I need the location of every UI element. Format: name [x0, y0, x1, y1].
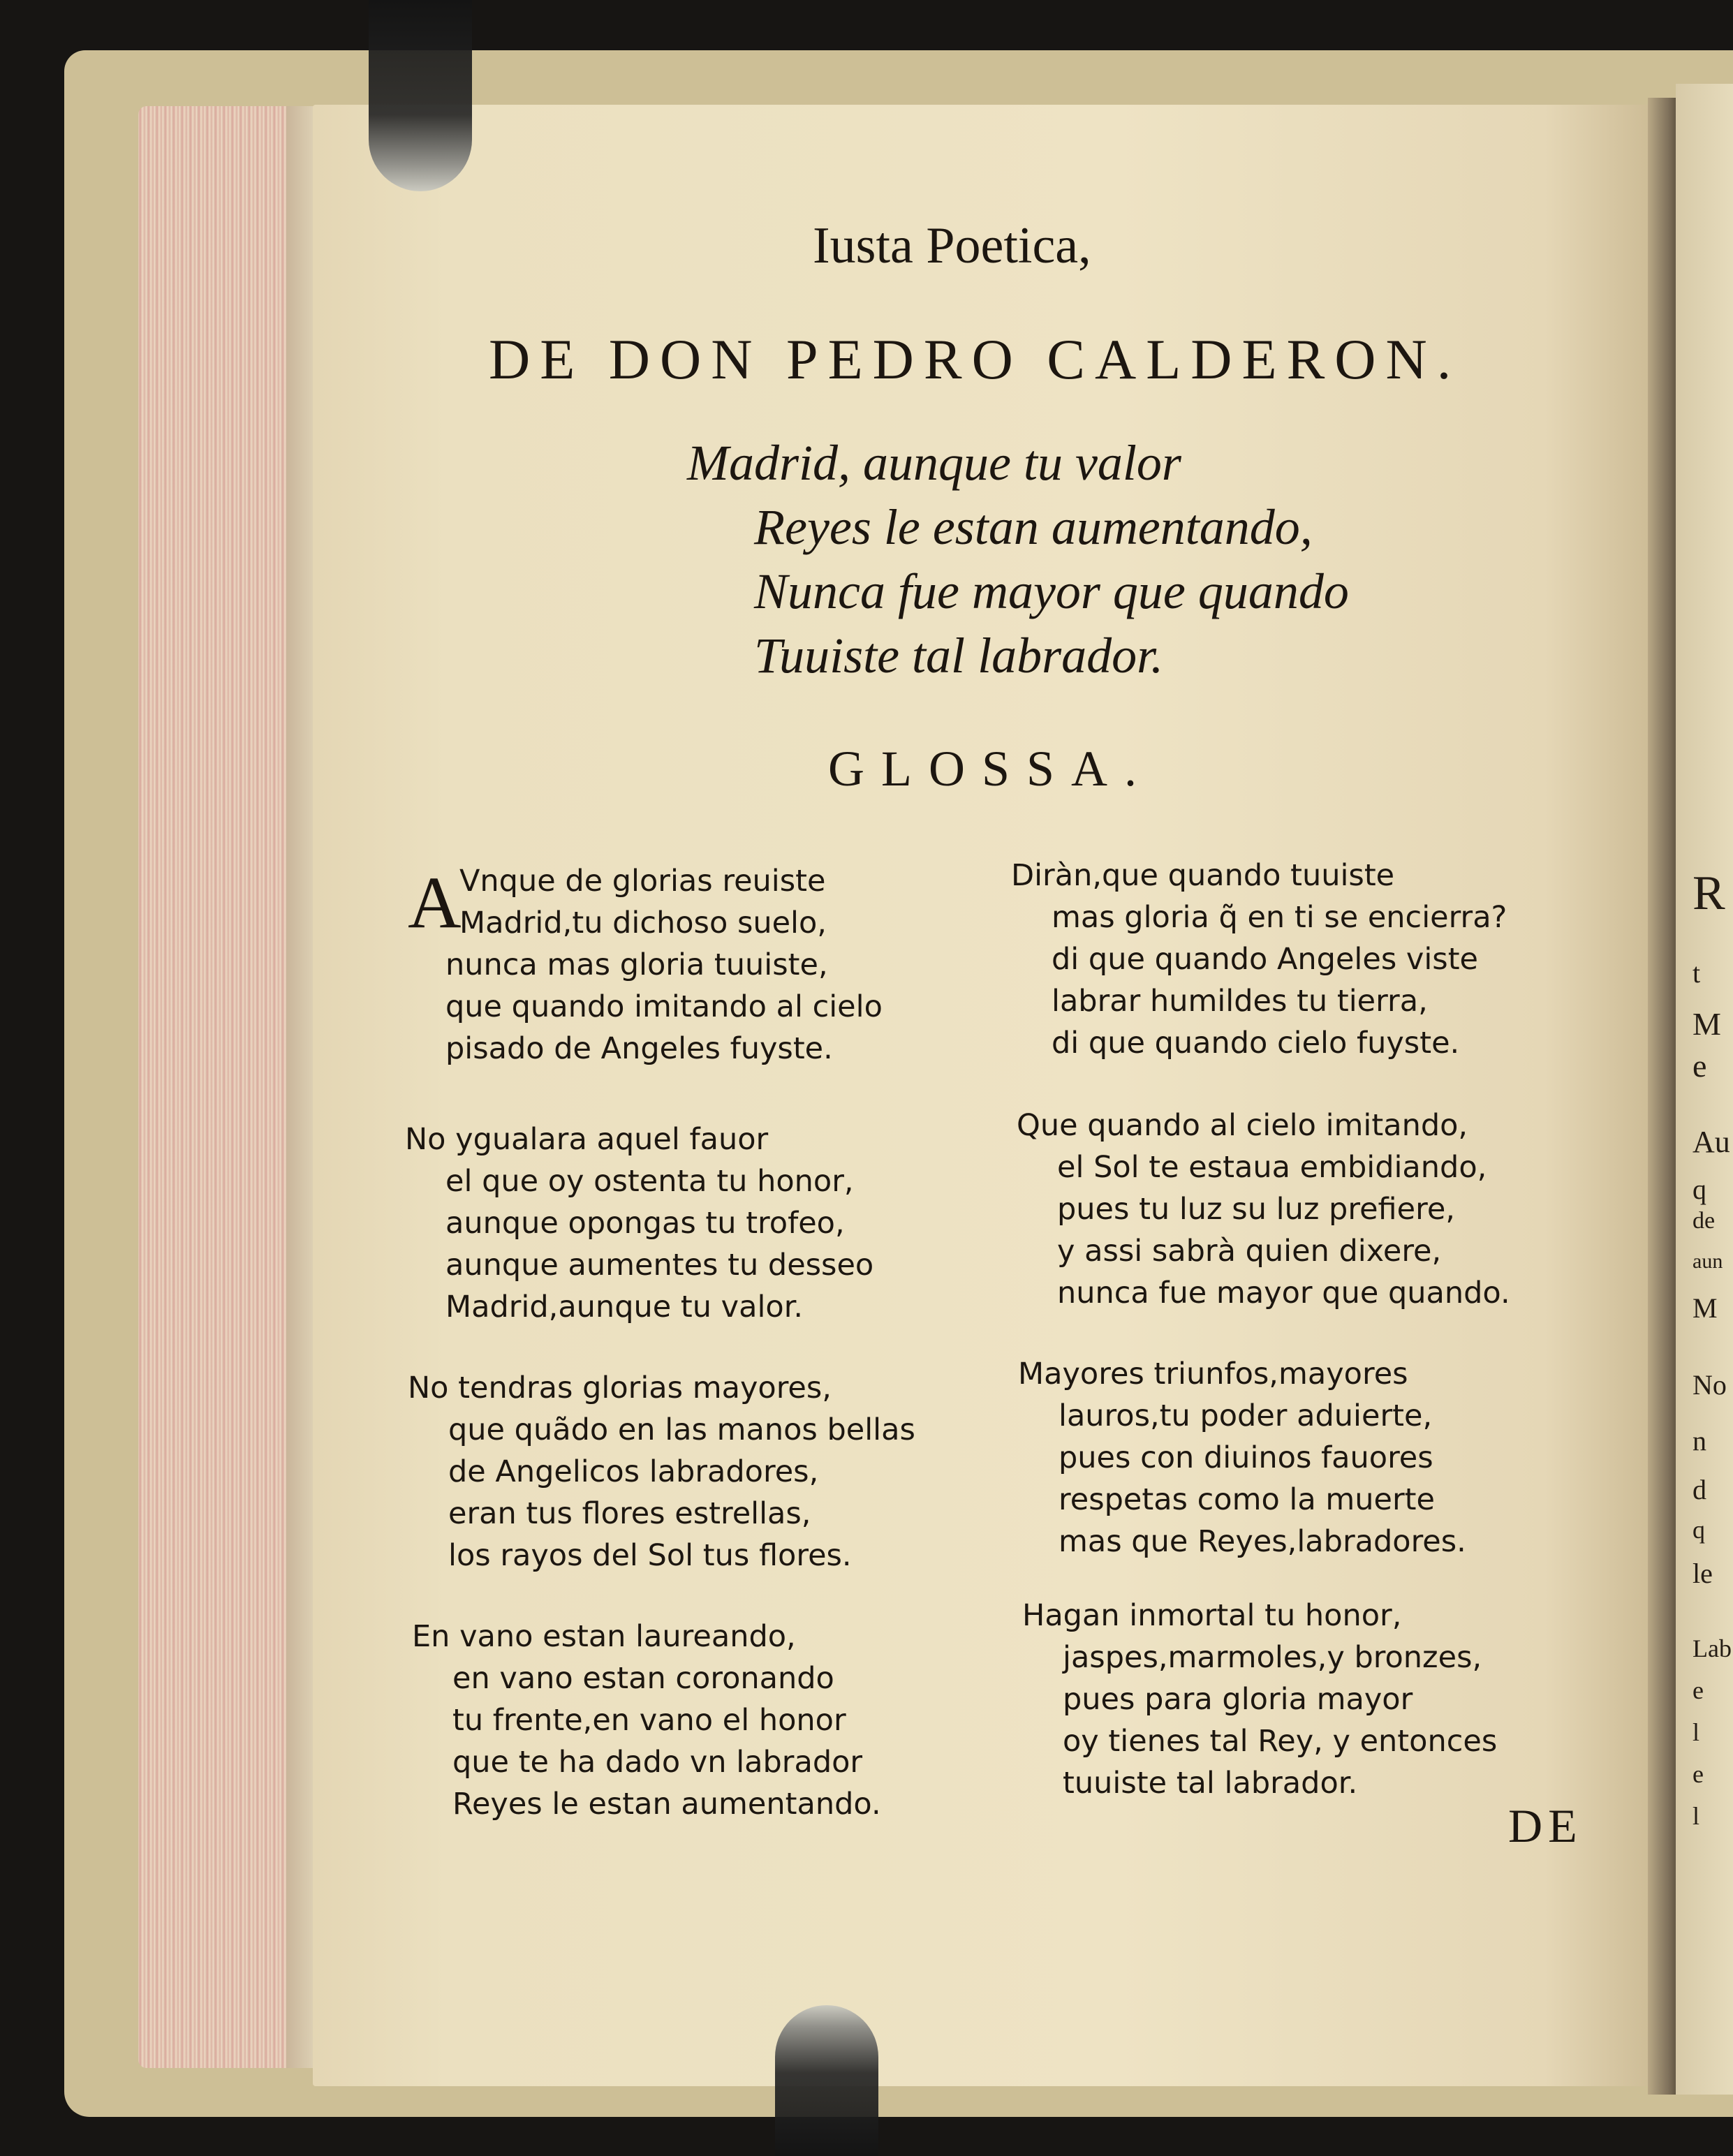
verse-line: labrar humildes tu tierra, — [1052, 984, 1428, 1019]
glossa-title: GLOSSA. — [828, 741, 1154, 797]
verse-line: que quãdo en las manos bellas — [448, 1412, 915, 1447]
verse-line: lauros,tu poder aduierte, — [1059, 1398, 1433, 1433]
quatrain-line: Nunca fue mayor que quando — [754, 563, 1349, 619]
verse-line: Madrid,tu dichoso suelo, — [459, 906, 827, 940]
stanza-left-2 — [405, 1118, 873, 1328]
verse-line: mas que Reyes,labradores. — [1059, 1524, 1466, 1559]
verse-line: en vano estan coronando — [452, 1661, 834, 1696]
stanza-left-1 — [405, 860, 883, 1070]
page-clip-top — [369, 0, 472, 191]
verse-line: los rayos del Sol tus flores. — [448, 1538, 852, 1573]
facing-page-fragment: No — [1693, 1369, 1727, 1401]
page-fore-edge-shadow — [286, 106, 314, 2068]
verse-line: aunque aumentes tu desseo — [445, 1248, 874, 1283]
verse-line: eran tus flores estrellas, — [448, 1496, 811, 1531]
verse-line: pues con diuinos fauores — [1059, 1440, 1433, 1475]
quatrain-line: Tuuiste tal labrador. — [754, 628, 1164, 684]
facing-page-fragment: q — [1693, 1174, 1706, 1205]
verse-line: En vano estan laureando, — [412, 1619, 796, 1654]
facing-page-fragment: R — [1693, 866, 1725, 920]
facing-page-fragment: t — [1693, 957, 1701, 989]
facing-page-fragment: Lab — [1693, 1634, 1732, 1662]
page-clip-bottom — [775, 2005, 878, 2156]
verse-line: Diràn,que quando tuuiste — [1011, 858, 1395, 893]
verse-line: que te ha dado vn labrador — [452, 1745, 863, 1780]
verse-line: y assi sabrà quien dixere, — [1057, 1234, 1442, 1269]
facing-page-fragment: e — [1693, 1048, 1707, 1084]
verse-line: Que quando al cielo imitando, — [1017, 1108, 1468, 1143]
facing-page-fragment: l — [1693, 1718, 1700, 1746]
verse-line: di que quando cielo fuyste. — [1052, 1026, 1460, 1061]
verse-line: nunca fue mayor que quando. — [1057, 1276, 1510, 1310]
verse-line: Madrid,aunque tu valor. — [445, 1290, 804, 1324]
stanza-right-2 — [1017, 1105, 1510, 1314]
verse-line: el Sol te estaua embidiando, — [1057, 1150, 1487, 1185]
verse-line: Hagan inmortal tu honor, — [1022, 1598, 1402, 1633]
verse-line: Reyes le estan aumentando. — [452, 1787, 881, 1822]
facing-page-fragment: le — [1693, 1558, 1713, 1589]
verse-line: No ygualara aquel fauor — [405, 1122, 769, 1157]
verse-line: el que oy ostenta tu honor, — [445, 1164, 854, 1199]
verse-line: que quando imitando al cielo — [445, 989, 883, 1024]
verse-line: de Angelicos labradores, — [448, 1454, 819, 1489]
verse-line: pues tu luz su luz prefiere, — [1057, 1192, 1455, 1227]
verse-line: Vnque de glorias reuiste — [459, 864, 826, 899]
stanza-left-3 — [408, 1367, 915, 1577]
verse-line: Mayores triunfos,mayores — [1018, 1357, 1408, 1391]
running-head: Iusta Poetica, — [813, 217, 1091, 274]
facing-page-fragment: e — [1693, 1760, 1704, 1788]
stanza-right-1 — [1011, 855, 1507, 1064]
facing-page-fragment: M — [1693, 1006, 1721, 1042]
stanza-right-4 — [1022, 1595, 1497, 1804]
facing-page-fragment: n — [1693, 1425, 1706, 1456]
stanza-left-4 — [412, 1616, 881, 1825]
verse-line: jaspes,marmoles,y bronzes, — [1063, 1640, 1482, 1675]
poem-heading: DE DON PEDRO CALDERON. — [489, 327, 1461, 391]
verse-line: No tendras glorias mayores, — [408, 1371, 832, 1405]
verse-line: di que quando Angeles viste — [1052, 942, 1479, 977]
verse-line: mas gloria q̃ en ti se encierra? — [1052, 900, 1507, 935]
facing-page-fragment: l — [1693, 1802, 1700, 1830]
facing-page-fragment: q — [1693, 1516, 1705, 1544]
verse-line: respetas como la muerte — [1059, 1482, 1435, 1517]
facing-page-fragment: Au — [1693, 1125, 1730, 1159]
drop-cap: A — [408, 862, 462, 943]
catchword: DE — [1508, 1799, 1583, 1852]
facing-page-fragment: aun — [1693, 1250, 1723, 1273]
verse-line: pues para gloria mayor — [1063, 1682, 1413, 1717]
verse-line: pisado de Angeles fuyste. — [445, 1031, 833, 1066]
verse-line: tuuiste tal labrador. — [1063, 1766, 1358, 1801]
next-page-edge — [1676, 84, 1733, 2095]
verse-line: aunque opongas tu trofeo, — [445, 1206, 845, 1241]
verse-line: oy tienes tal Rey, y entonces — [1063, 1724, 1498, 1759]
quatrain-line: Reyes le estan aumentando, — [754, 499, 1313, 555]
facing-page-fragment: M — [1693, 1292, 1718, 1324]
verse-line: tu frente,en vano el honor — [452, 1703, 846, 1738]
facing-page-fragment: de — [1693, 1208, 1716, 1234]
quatrain-line: Madrid, aunque tu valor — [687, 435, 1181, 491]
stanza-right-3 — [1018, 1353, 1466, 1563]
verse-line: nunca mas gloria tuuiste, — [445, 947, 828, 982]
facing-page-fragment: d — [1693, 1474, 1706, 1505]
facing-page-fragment: e — [1693, 1676, 1704, 1704]
